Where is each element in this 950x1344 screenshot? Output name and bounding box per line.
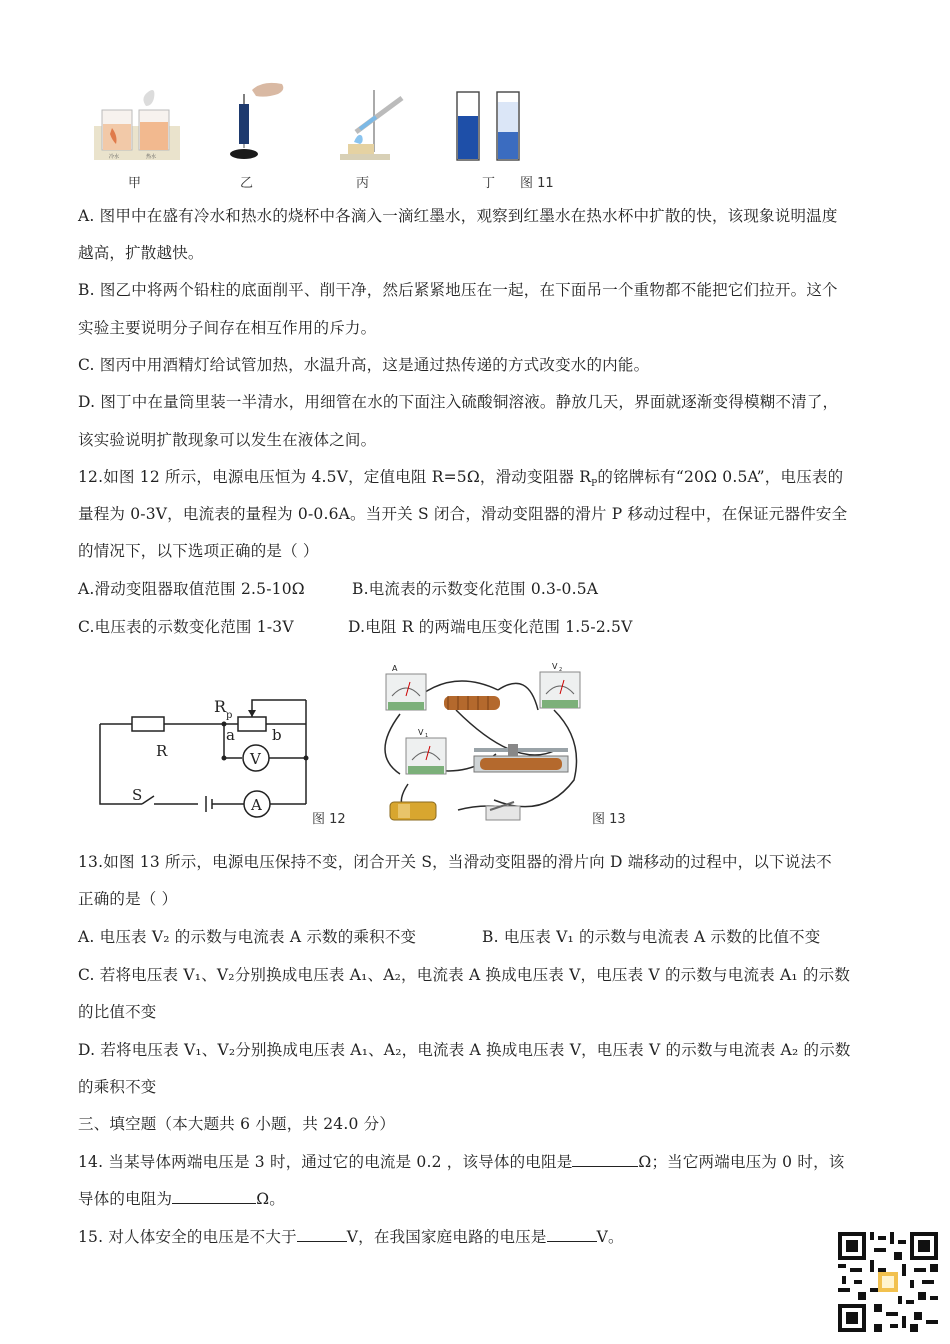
q12-option-d: D.电阻 R 的两端电压变化范围 1.5-2.5V — [348, 618, 633, 636]
q15-part3: V。 — [596, 1228, 624, 1246]
q11-option-a-line1: A. 图甲中在盛有冷水和热水的烧杯中各滴入一滴红墨水，观察到红墨水在热水杯中扩散的快，该现象说明温度 — [78, 207, 838, 225]
q14-blank-1[interactable] — [572, 1152, 638, 1167]
q13-option-b: B. 电压表 V₁ 的示数与电流表 A 示数的比值不变 — [482, 928, 821, 946]
hot-water-label: 热水 — [146, 154, 157, 160]
q12-stem-line3: 的情况下，以下选项正确的是（ ） — [78, 542, 319, 560]
figure-11-bing — [336, 90, 406, 162]
q14-part4: Ω。 — [256, 1190, 285, 1208]
q11-option-a-line2: 越高，扩散越快。 — [78, 244, 204, 262]
q11-option-b-line2: 实验主要说明分子间存在相互作用的斥力。 — [78, 319, 377, 337]
figure-11-label-jia: 甲 — [128, 176, 142, 191]
ammeter-a-label: A — [251, 796, 262, 814]
resistor-r-label: R — [156, 742, 168, 760]
q13-stem-line2: 正确的是（ ） — [78, 890, 178, 908]
q12-stem-part2: 的铭牌标有“20Ω 0.5A”，电压表的 — [597, 468, 844, 486]
switch-s-label: S — [132, 786, 143, 804]
q12-option-b: B.电流表的示数变化范围 0.3-0.5A — [352, 580, 599, 598]
photo-v2-label: V — [552, 662, 558, 671]
figure-11-label-bing: 丙 — [356, 176, 370, 191]
figure-13-photo — [378, 660, 592, 824]
figure-11-label-yi: 乙 — [240, 176, 254, 191]
q12-stem-line2: 量程为 0-3V，电流表的量程为 0-0.6A。当开关 S 闭合，滑动变阻器的滑片 P 移动过程中，在保证元器件安全 — [78, 505, 848, 523]
photo-v1-label: V — [418, 728, 424, 737]
terminal-b-label: b — [272, 726, 282, 744]
q12-stem-part1: 12.如图 12 所示，电源电压恒为 4.5V，定值电阻 R=5Ω，滑动变阻器 R — [78, 468, 592, 486]
q14-line2 — [78, 1189, 285, 1209]
figure-11-yi — [222, 80, 292, 164]
q12-sub-p: P — [591, 479, 598, 490]
q11-option-d-line2: 该实验说明扩散现象可以发生在液体之间。 — [78, 431, 377, 449]
voltmeter-v-label: V — [250, 750, 261, 768]
q15-line — [78, 1227, 624, 1247]
rp-subscript: p — [226, 710, 233, 721]
q13-option-c-line1: C. 若将电压表 V₁、V₂分别换成电压表 A₁、A₂，电流表 A 换成电压表 V，电压表 V 的示数与电流表 A₁ 的示数 — [78, 966, 851, 984]
q15-blank-1[interactable] — [297, 1227, 347, 1242]
q11-option-b-line1: B. 图乙中将两个铅柱的底面削平、削干净，然后紧紧地压在一起，在下面吊一个重物都不能把它们拉开。这个 — [78, 281, 838, 299]
q12-stem-line1 — [78, 467, 843, 494]
q12-option-c: C.电压表的示数变化范围 1-3V — [78, 618, 294, 636]
q13-option-a: A. 电压表 V₂ 的示数与电流表 A 示数的乘积不变 — [78, 928, 417, 946]
q13-option-d-line2: 的乘积不变 — [78, 1078, 157, 1096]
terminal-a-label: a — [226, 726, 235, 744]
photo-v2-subscript: 2 — [559, 667, 563, 673]
figure-13-caption: 图 13 — [592, 812, 626, 827]
q11-option-d-line1: D. 图丁中在量筒里装一半清水，用细管在水的下面注入硫酸铜溶液。静放几天，界面就逐渐变得模糊不清了， — [78, 393, 839, 411]
q14-part1: 14. 当某导体两端电压是 3 时，通过它的电流是 0.2 ，该导体的电阻是 — [78, 1153, 573, 1171]
rp-label: R — [214, 697, 227, 716]
q14-line1 — [78, 1152, 844, 1172]
figure-12-circuit — [94, 690, 320, 826]
q14-part2: Ω；当它两端电压为 0 时，该 — [638, 1153, 845, 1171]
q13-stem-line1: 13.如图 13 所示，电源电压保持不变，闭合开关 S，当滑动变阻器的滑片向 D 端移动的过程中，以下说法不 — [78, 853, 832, 871]
q14-part3: 导体的电阻为 — [78, 1190, 173, 1208]
q11-option-c: C. 图丙中用酒精灯给试管加热，水温升高，这是通过热传递的方式改变水的内能。 — [78, 356, 650, 374]
figure-11-caption: 图 11 — [520, 176, 554, 191]
photo-ammeter-label: A — [392, 664, 398, 673]
q13-option-d-line1: D. 若将电压表 V₁、V₂分别换成电压表 A₁、A₂，电流表 A 换成电压表 V，电压表 V 的示数与电流表 A₂ 的示数 — [78, 1041, 851, 1059]
q15-part1: 15. 对人体安全的电压是不大于 — [78, 1228, 297, 1246]
figure-11-label-ding: 丁 — [482, 176, 496, 191]
q14-blank-2[interactable] — [172, 1189, 256, 1204]
photo-v1-subscript: 1 — [425, 733, 429, 739]
cold-water-label: 冷水 — [109, 154, 120, 160]
q12-option-a: A.滑动变阻器取值范围 2.5-10Ω — [78, 580, 305, 598]
figure-12-caption: 图 12 — [312, 812, 346, 827]
qr-code[interactable] — [838, 1232, 938, 1332]
q13-option-c-line2: 的比值不变 — [78, 1003, 157, 1021]
q15-part2: V，在我国家庭电路的电压是 — [346, 1228, 547, 1246]
figure-11-ding — [454, 88, 524, 164]
figure-11-jia — [94, 88, 180, 162]
q15-blank-2[interactable] — [547, 1227, 597, 1242]
section-3-heading: 三、填空题（本大题共 6 小题，共 24.0 分） — [78, 1115, 396, 1133]
